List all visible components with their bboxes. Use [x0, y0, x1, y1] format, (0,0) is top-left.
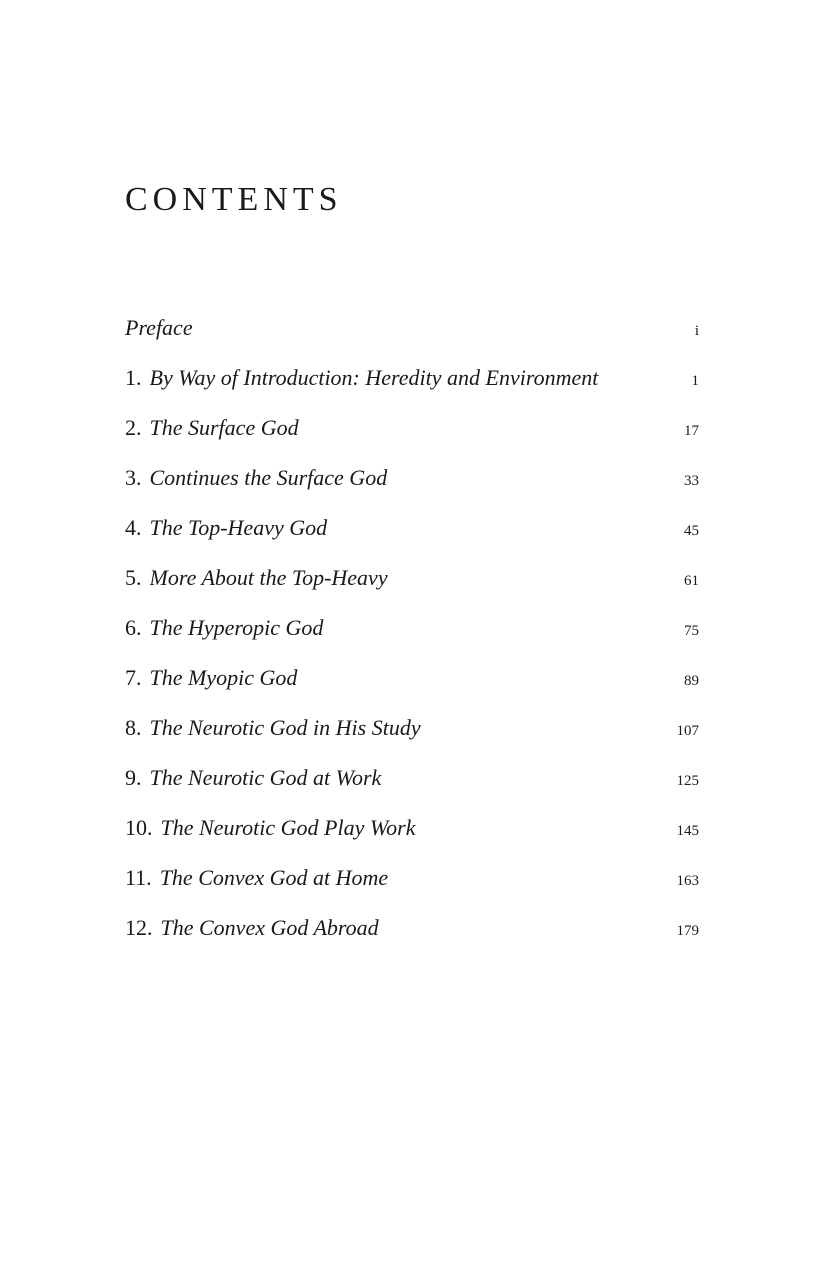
toc-entry-title: The Surface God: [149, 415, 299, 440]
toc-entry-chapter-3: [125, 458, 699, 508]
toc-entry-title: By Way of Introduction: Heredity and Environment: [149, 365, 599, 390]
toc-entry-number: 10.: [125, 815, 153, 840]
toc-entry-number: 7.: [125, 665, 142, 690]
toc-entry-page: i: [694, 323, 699, 339]
toc-entry-preface: [125, 308, 699, 358]
toc-entry-title: The Neurotic God Play Work: [160, 815, 416, 840]
toc-entry-page: 1: [691, 373, 699, 389]
toc-entry-number: 6.: [125, 615, 142, 640]
toc-entry-chapter-6: [125, 608, 699, 658]
toc-entry-page: 33: [684, 473, 699, 489]
toc-entry-title: The Myopic God: [149, 665, 298, 690]
toc-entry-number: 5.: [125, 565, 142, 590]
page-title: CONTENTS: [125, 181, 343, 218]
toc-entry-chapter-9: [125, 758, 699, 808]
toc-entry-number: 3.: [125, 465, 142, 490]
toc-entry-title: The Top-Heavy God: [149, 515, 328, 540]
toc-entry-chapter-2: [125, 408, 699, 458]
toc-entry-title: Continues the Surface God: [149, 465, 388, 490]
toc-entry-page: 145: [676, 823, 699, 839]
toc-entry-chapter-8: [125, 708, 699, 758]
toc-entry-title: The Hyperopic God: [149, 615, 324, 640]
toc-entry-page: 45: [684, 523, 699, 539]
toc-entry-number: 2.: [125, 415, 142, 440]
toc-entry-title: The Neurotic God in His Study: [149, 715, 421, 740]
toc-entry-chapter-12: [125, 908, 699, 958]
toc-entry-number: 4.: [125, 515, 142, 540]
toc-entry-page: 61: [684, 573, 699, 589]
toc-entry-page: 107: [676, 723, 699, 739]
table-of-contents: [125, 308, 699, 958]
toc-entry-number: 1.: [125, 365, 142, 390]
toc-entry-chapter-4: [125, 508, 699, 558]
toc-entry-number: 9.: [125, 765, 142, 790]
toc-entry-chapter-11: [125, 858, 699, 908]
toc-entry-title: The Neurotic God at Work: [149, 765, 382, 790]
toc-entry-number: 8.: [125, 715, 142, 740]
toc-entry-page: 125: [676, 773, 699, 789]
toc-entry-page: 89: [684, 673, 699, 689]
toc-entry-page: 17: [684, 423, 699, 439]
toc-entry-page: 179: [676, 923, 699, 939]
toc-entry-chapter-5: [125, 558, 699, 608]
toc-entry-page: 163: [676, 873, 699, 889]
toc-entry-number: 11.: [125, 865, 152, 890]
toc-entry-chapter-1: [125, 358, 699, 408]
toc-entry-number: 12.: [125, 915, 153, 940]
toc-entry-title: The Convex God Abroad: [160, 915, 379, 940]
toc-entry-title: The Convex God at Home: [159, 865, 389, 890]
toc-entry-chapter-10: [125, 808, 699, 858]
toc-entry-page: 75: [684, 623, 699, 639]
toc-entry-title: Preface: [125, 315, 193, 340]
toc-entry-title: More About the Top-Heavy: [149, 565, 388, 590]
toc-entry-chapter-7: [125, 658, 699, 708]
